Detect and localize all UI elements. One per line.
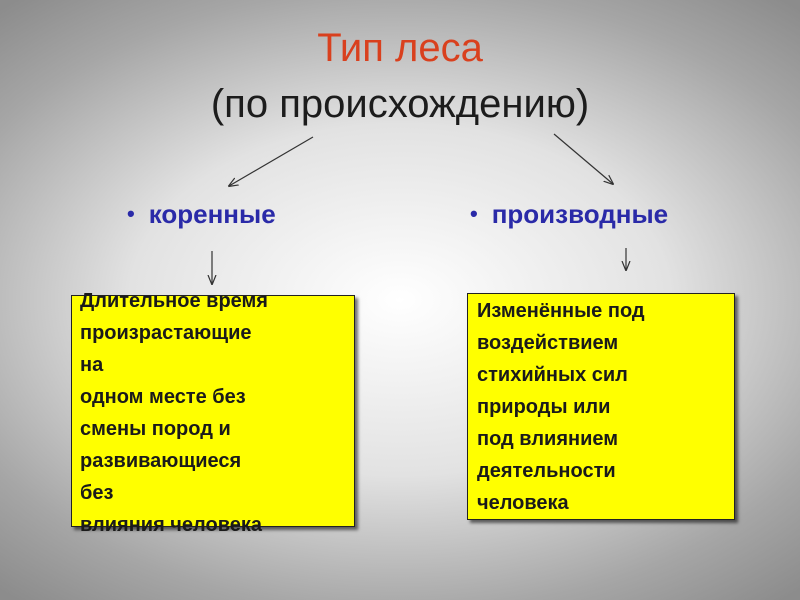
branch-native: [127, 198, 276, 230]
arrow-title-to-right: [554, 134, 613, 184]
derived-description-text: Изменённые под воздействием стихийных сил природы или под влиянием деятельности человека: [477, 300, 645, 514]
native-description-text: Длительное время произрастающие на одном месте без смены пород и развивающиеся без влияния человека: [80, 290, 268, 536]
branch-derived: [470, 198, 668, 230]
branch-derived-label: производные: [491, 199, 669, 229]
arrow-title-to-left: [229, 137, 313, 186]
title-subtitle: (по происхождению): [210, 82, 590, 126]
title-main: Тип леса: [317, 26, 483, 70]
branch-native-label: коренные: [148, 199, 276, 229]
bullet-dot-icon: •: [470, 201, 478, 226]
bullet-dot-icon: •: [127, 201, 135, 226]
